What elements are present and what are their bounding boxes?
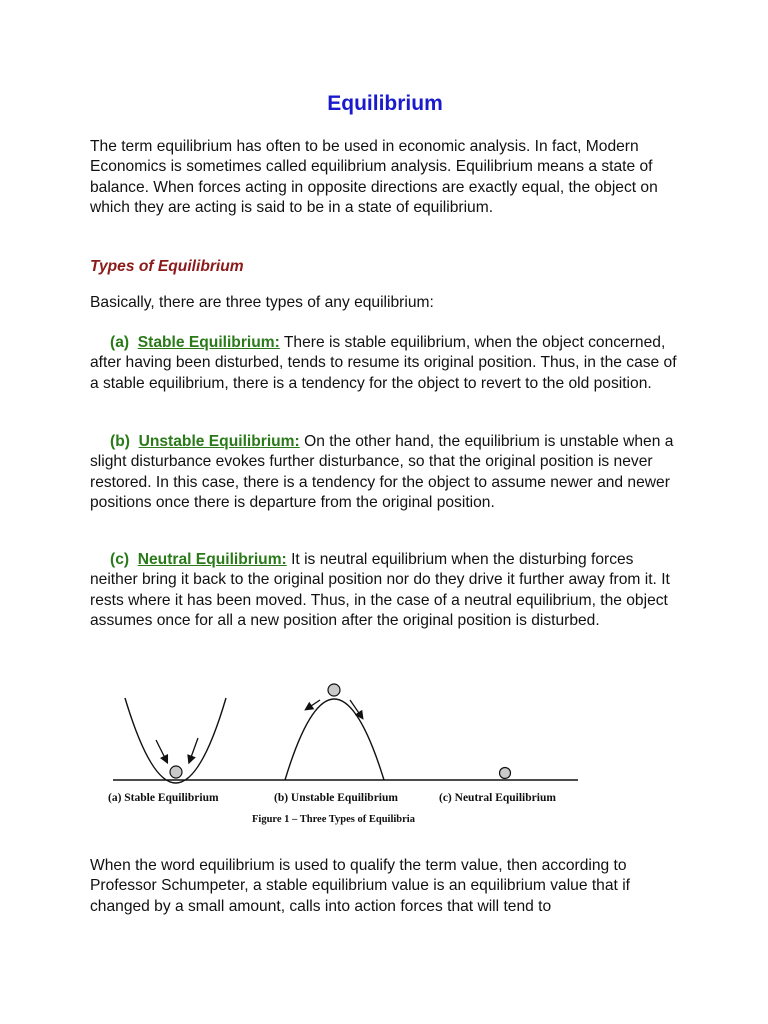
stable-right-arrow [190, 738, 198, 760]
type-description: It is neutral equilibrium when the disturbing forces neither bring it back to the original position nor do they drive it further away from it. It rests where it has been moved. Thus, in the case of a neutral equilibrium, the object assumes once for all a new position after the original position is disturbed. [90, 551, 670, 629]
neutral-equilibrium-label: (c) Neutral Equilibrium [439, 792, 556, 804]
types-intro-paragraph: Basically, there are three types of any equilibrium: [90, 294, 434, 311]
unstable-ball [328, 684, 340, 696]
type-term: Unstable Equilibrium: [138, 433, 300, 450]
unstable-hill-curve [285, 699, 384, 780]
document-title: Equilibrium [327, 92, 443, 115]
neutral-equilibrium-paragraph [90, 550, 680, 631]
intro-paragraph: The term equilibrium has often to be used in economic analysis. In fact, Modern Economics is sometimes called equilibrium analysis. Equilibrium means a state of balance. When forces acting in opposite directions are exactly equal, the object on which they are acting is said to be in a state of equilibrium. [90, 138, 658, 216]
type-term: Stable Equilibrium: [137, 334, 280, 351]
type-marker: (a) [110, 334, 130, 351]
unstable-equilibrium-label: (b) Unstable Equilibrium [274, 792, 398, 804]
type-description: On the other hand, the equilibrium is unstable when a slight disturbance evokes further disturbance, so that the original position is never restored. In this case, there is a tendency for the object to assume newer and newer positions once there is departure from the original position. [90, 433, 674, 511]
unstable-equilibrium-paragraph [90, 432, 680, 513]
stable-equilibrium-paragraph [90, 333, 680, 394]
neutral-ball [500, 768, 511, 779]
figure-caption: Figure 1 – Three Types of Equilibria [252, 814, 415, 825]
equilibria-diagram [108, 678, 588, 788]
stable-equilibrium-label: (a) Stable Equilibrium [108, 792, 219, 804]
stable-left-arrow [156, 740, 166, 760]
type-term: Neutral Equilibrium: [137, 551, 287, 568]
type-marker: (c) [110, 551, 130, 568]
section-heading: Types of Equilibrium [90, 258, 244, 275]
stable-ball [170, 766, 182, 778]
closing-paragraph: When the word equilibrium is used to qualify the term value, then according to Professor Schumpeter, a stable equilibrium value is an equilibrium value that if changed by a small amount, calls into action forces that will tend to [90, 857, 630, 915]
type-marker: (b) [110, 433, 130, 450]
equilibria-figure [108, 678, 588, 838]
type-description: There is stable equilibrium, when the object concerned, after having been disturbed, tends to resume its original position. Thus, in the case of a stable equilibrium, there is a tendency for the object to revert to the old position. [90, 334, 677, 392]
